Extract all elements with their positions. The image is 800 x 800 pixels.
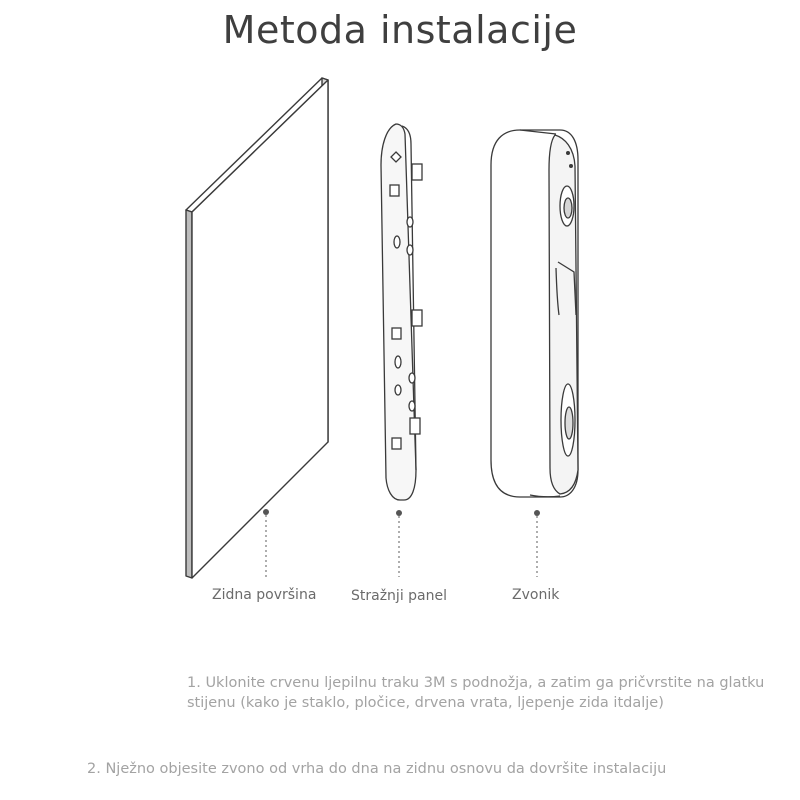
instruction-step-2: 2. Nježno objesite zvono od vrha do dna na zidnu osnovu da dovršite instalaciju <box>87 761 667 777</box>
doorbell-illustration <box>491 130 578 497</box>
wall-surface-label: Zidna površina <box>212 587 317 603</box>
back-panel-illustration <box>381 124 422 500</box>
page-title: Metoda instalacije <box>222 8 578 52</box>
doorbell-label: Zvonik <box>512 587 560 603</box>
back-panel-label: Stražnji panel <box>351 588 448 604</box>
instruction-step-1: 1. Uklonite crvenu ljepilnu traku 3M s podnožja, a zatim ga pričvrstite na glatku stijenu (kako je staklo, pločice, drvena vrata, ljepenje zida itdalje) <box>187 675 765 711</box>
label-leaders <box>263 509 540 577</box>
wall-surface-illustration <box>186 78 328 578</box>
